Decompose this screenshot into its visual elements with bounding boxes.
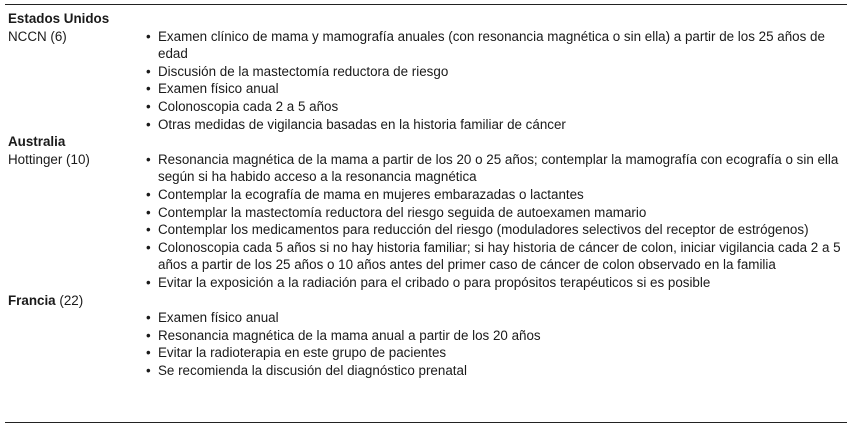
recommendation-row: [8, 151, 844, 292]
list-item: • Discusión de la mastectomía reductora de riesgo: [144, 63, 844, 81]
country-name: Estados Unidos: [8, 11, 110, 26]
recommendation-list: [144, 309, 844, 379]
source-label: NCCN (6): [8, 28, 67, 44]
recommendation-row: [8, 28, 844, 134]
recommendation-list: [144, 151, 844, 292]
list-item: • Examen físico anual: [144, 309, 844, 327]
table-bottom-rule: [5, 422, 847, 423]
list-item: • Examen físico anual: [144, 80, 844, 98]
country-heading-row: [8, 133, 844, 151]
list-item: • Colonoscopia cada 5 años si no hay historia familiar; si hay historia de cáncer de colon, iniciar vigilancia cada 2 a 5 años a partir de los 25 años o 10 años antes del primer caso de cáncer de colon observado en la familia: [144, 239, 844, 274]
list-item: • Evitar la exposición a la radiación para el cribado o para propósitos terapéuticos si es posible: [144, 274, 844, 292]
country-name: Francia: [8, 292, 56, 308]
list-item: • Resonancia magnética de la mama anual a partir de los 20 años: [144, 327, 844, 345]
list-item: • Contemplar la ecografía de mama en mujeres embarazadas o lactantes: [144, 186, 844, 204]
list-item: • Evitar la radioterapia en este grupo de pacientes: [144, 344, 844, 362]
country-heading-row: [8, 292, 844, 310]
country-name: Australia: [8, 134, 66, 150]
list-item: • Otras medidas de vigilancia basadas en la historia familiar de cáncer: [144, 116, 844, 134]
source-label: (22): [59, 292, 84, 308]
list-item: • Contemplar los medicamentos para reducción del riesgo (moduladores selectivos del receptor de estrógenos): [144, 221, 844, 239]
list-item: • Colonoscopia cada 2 a 5 años: [144, 98, 844, 116]
list-item: • Se recomienda la discusión del diagnóstico prenatal: [144, 362, 844, 380]
recommendations-table: [8, 10, 844, 379]
list-item: • Examen clínico de mama y mamografía anuales (con resonancia magnética o sin ella) a partir de los 25 años de edad: [144, 28, 844, 63]
recommendation-row: [8, 309, 844, 379]
source-label: Hottinger (10): [8, 151, 90, 167]
table-top-rule: [5, 4, 847, 5]
recommendation-list: [144, 28, 844, 134]
list-item: • Contemplar la mastectomía reductora del riesgo seguida de autoexamen mamario: [144, 204, 844, 222]
list-item: • Resonancia magnética de la mama a partir de los 20 o 25 años; contemplar la mamografía con ecografía o sin ella según si ha habido acceso a la resonancia magnética: [144, 151, 844, 186]
country-heading-row: [8, 10, 844, 28]
